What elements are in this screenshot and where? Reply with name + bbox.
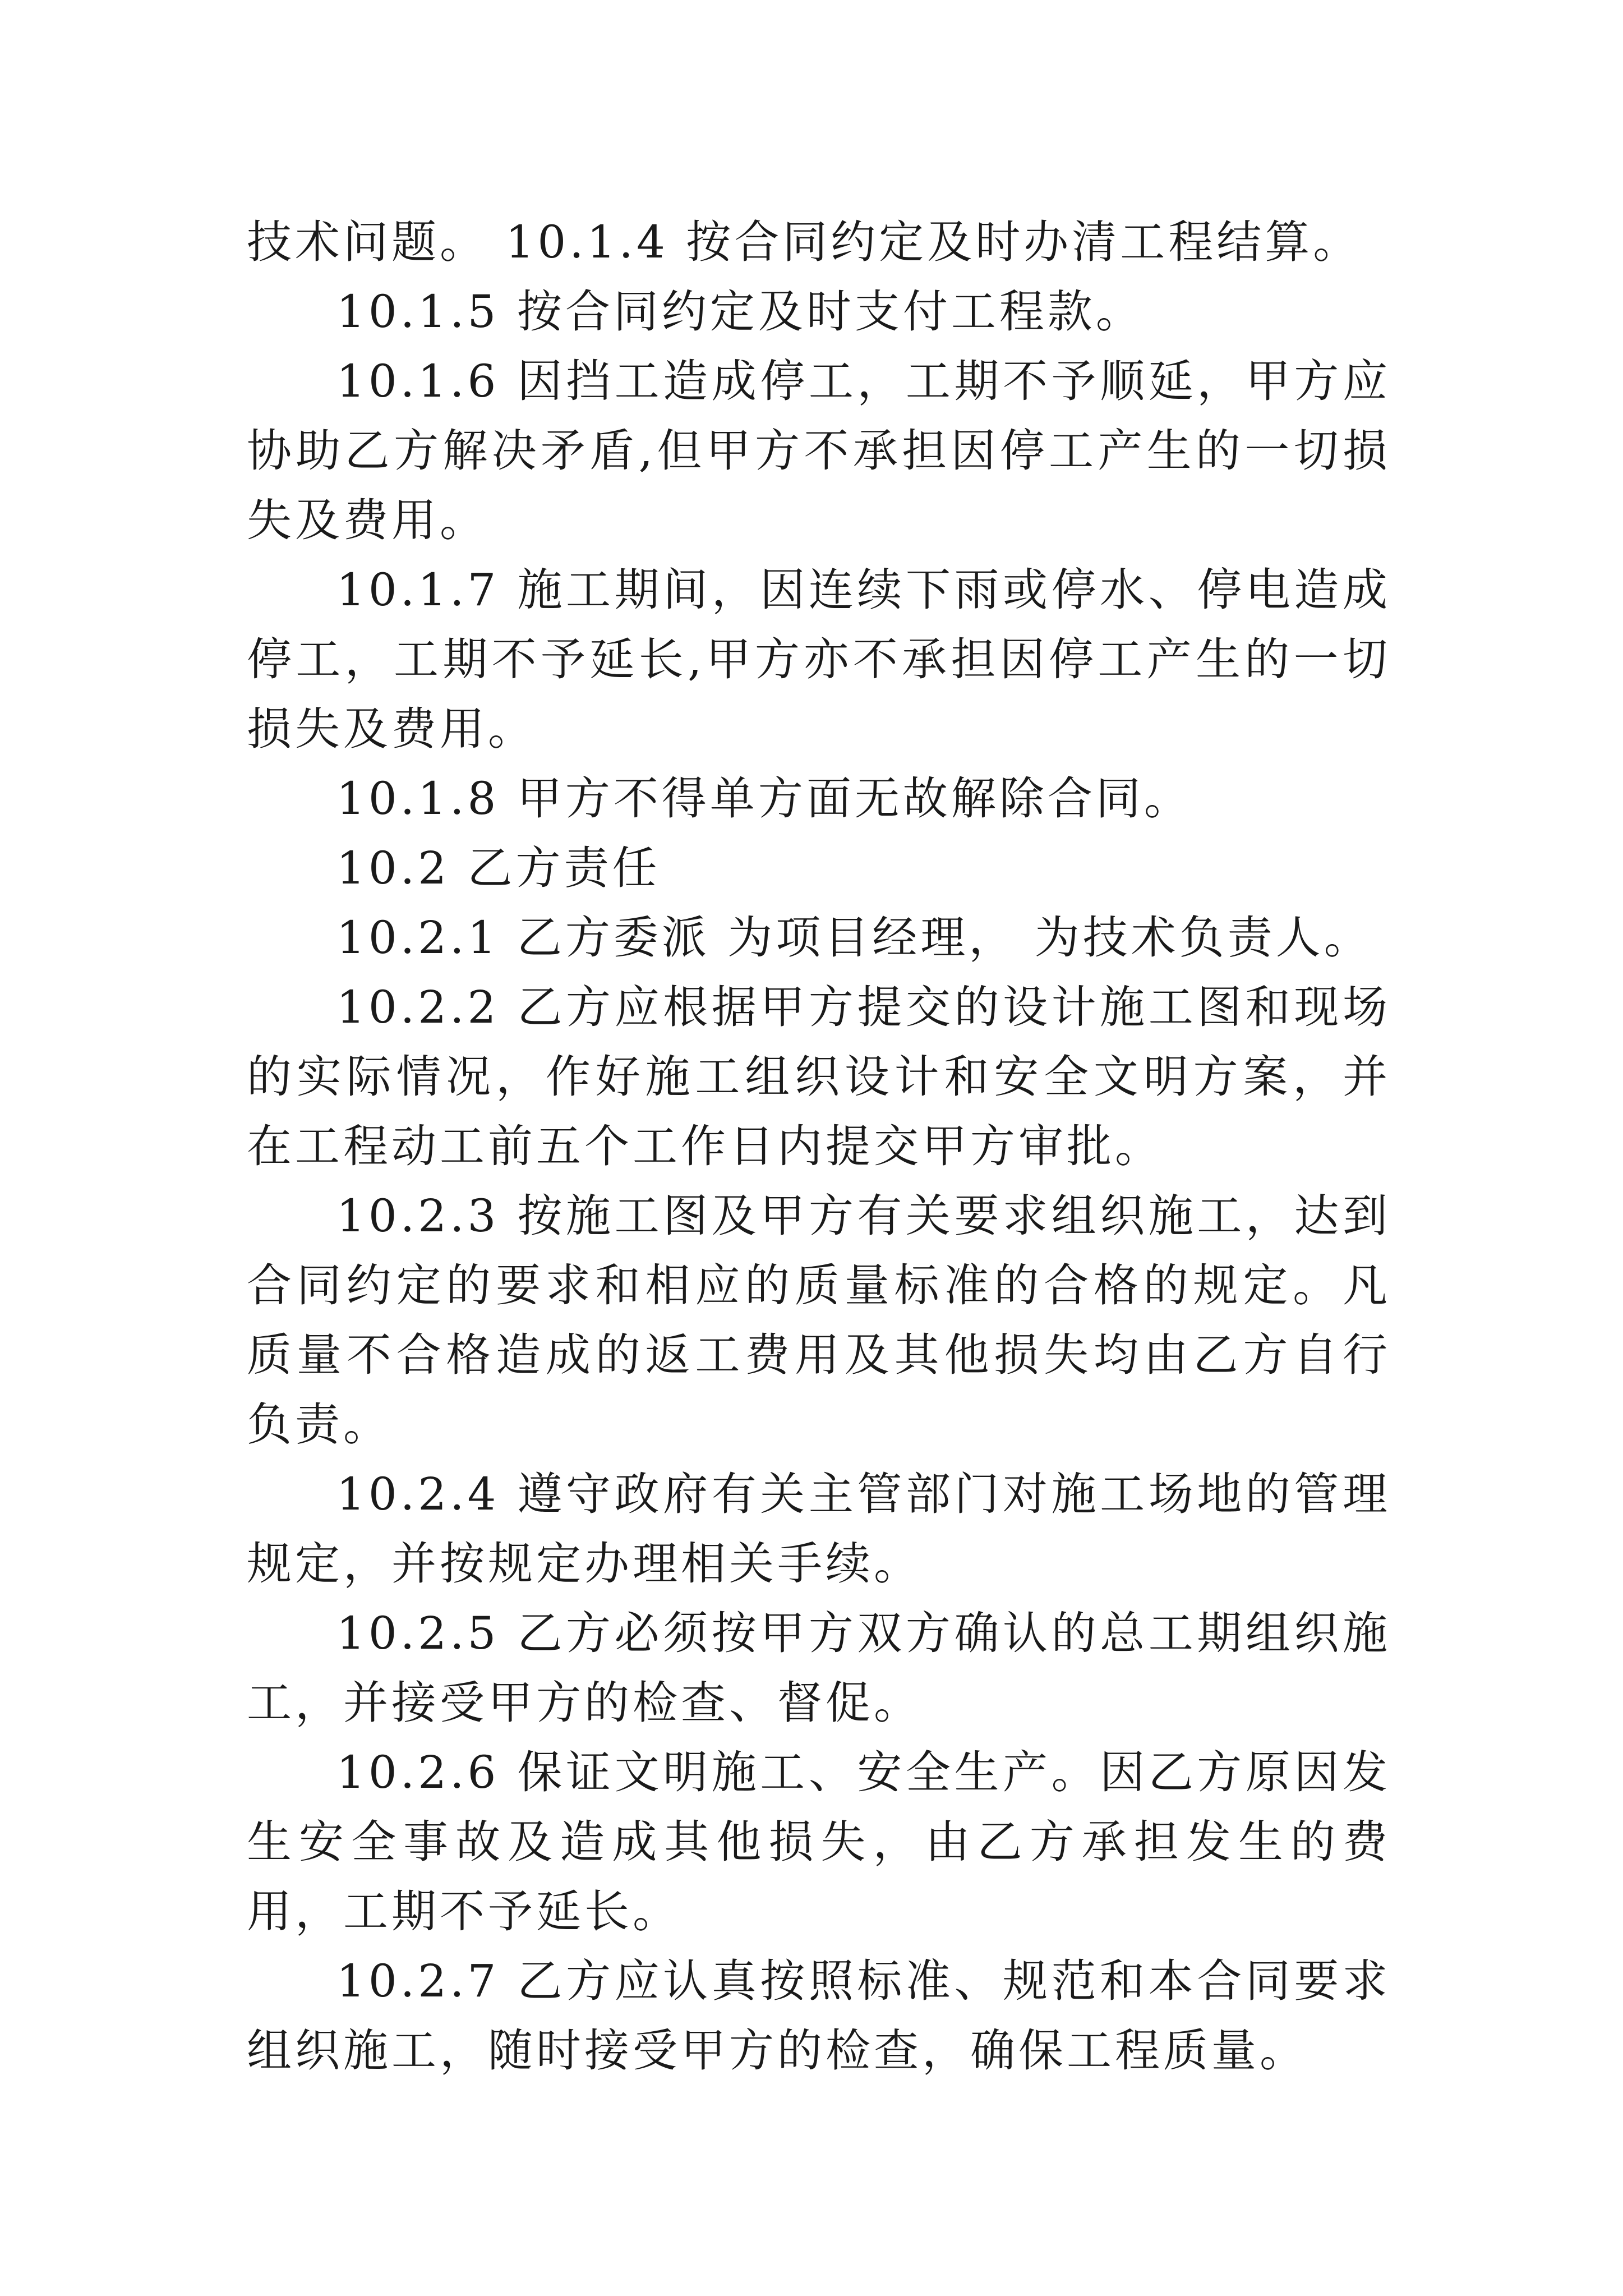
paragraph-10-2-2: 10.2.2 乙方应根据甲方提交的设计施工图和现场的实际情况，作好施工组织设计和安全文明方案，并在工程动工前五个工作日内提交甲方审批。 xyxy=(247,981,1391,1172)
paragraph-10-2-7: 10.2.7 乙方应认真按照标准、规范和本合同要求组织施工，随时接受甲方的检查，确保工程质量。 xyxy=(247,1955,1391,2077)
paragraph-10-2-1: 10.2.1 乙方委派 为项目经理， 为技术负责人。 xyxy=(336,912,1372,964)
paragraph-10-1-6: 10.1.6 因挡工造成停工，工期不予顺延，甲方应协助乙方解决矛盾,但甲方不承担因停工产生的一切损失及费用。 xyxy=(247,355,1391,546)
contract-text xyxy=(247,208,1391,2086)
section-heading-10-2: 10.2 乙方责任 xyxy=(336,842,661,894)
paragraph-10-2-3: 10.2.3 按施工图及甲方有关要求组织施工，达到合同约定的要求和相应的质量标准的合格的规定。凡质量不合格造成的返工费用及其他损失均由乙方自行负责。 xyxy=(247,1190,1391,1451)
paragraph-10-2-6: 10.2.6 保证文明施工、安全生产。因乙方原因发生安全事故及造成其他损失，由乙方承担发生的费用，工期不予延长。 xyxy=(247,1746,1391,1938)
paragraph-1: 技术问题。 10.1.4 按合同约定及时办清工程结算。 xyxy=(247,216,1362,268)
paragraph-10-2-4: 10.2.4 遵守政府有关主管部门对施工场地的管理规定，并按规定办理相关手续。 xyxy=(247,1468,1391,1590)
paragraph-10-2-5: 10.2.5 乙方必须按甲方双方确认的总工期组织施工，并接受甲方的检查、督促。 xyxy=(247,1607,1391,1729)
paragraph-10-1-5: 10.1.5 按合同约定及时支付工程款。 xyxy=(336,286,1144,338)
paragraph-10-1-8: 10.1.8 甲方不得单方面无故解除合同。 xyxy=(336,772,1192,825)
paragraph-10-1-7: 10.1.7 施工期间，因连续下雨或停水、停电造成停工，工期不予延长,甲方亦不承担因停工产生的一切损失及费用。 xyxy=(247,564,1391,755)
